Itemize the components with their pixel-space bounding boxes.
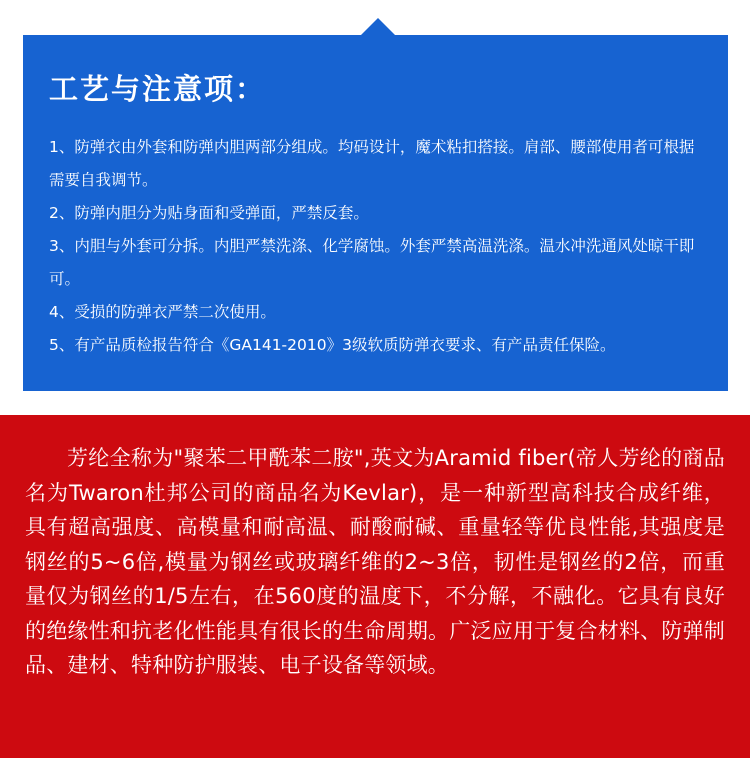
notes-list [49, 131, 702, 362]
aramid-description-panel [0, 415, 750, 758]
panel-pointer-notch [360, 18, 396, 36]
aramid-description: 芳纶全称为"聚苯二甲酰苯二胺",英文为Aramid fiber(帝人芳纶的商品名为Twaron杜邦公司的商品名为Kevlar)，是一种新型高科技合成纤维，具有超高强度、高模量和耐高温、耐酸耐碱、重量轻等优良性能,其强度是钢丝的5~6倍,模量为钢丝或玻璃纤维的2~3倍，韧性是钢丝的2倍，而重量仅为钢丝的1/5左右，在560度的温度下，不分解，不融化。它具有良好的绝缘性和抗老化性能具有很长的生命周期。广泛应用于复合材料、防弹制品、建材、特种防护服装、电子设备等领域。 [25, 446, 725, 677]
note-item: 1、防弹衣由外套和防弹内胆两部分组成。均码设计，魔术粘扣搭接。肩部、腰部使用者可根据需要自我调节。 [49, 138, 695, 189]
note-item: 5、有产品质检报告符合《GA141-2010》3级软质防弹衣要求、有产品责任保险。 [49, 336, 616, 354]
note-item: 3、内胆与外套可分拆。内胆严禁洗涤、化学腐蚀。外套严禁高温洗涤。温水冲洗通风处晾干即可。 [49, 237, 695, 288]
panel-title: 工艺与注意项： [49, 72, 267, 106]
process-notes-panel [23, 35, 728, 391]
note-item: 2、防弹内胆分为贴身面和受弹面，严禁反套。 [49, 204, 369, 222]
note-item: 4、受损的防弹衣严禁二次使用。 [49, 303, 276, 321]
